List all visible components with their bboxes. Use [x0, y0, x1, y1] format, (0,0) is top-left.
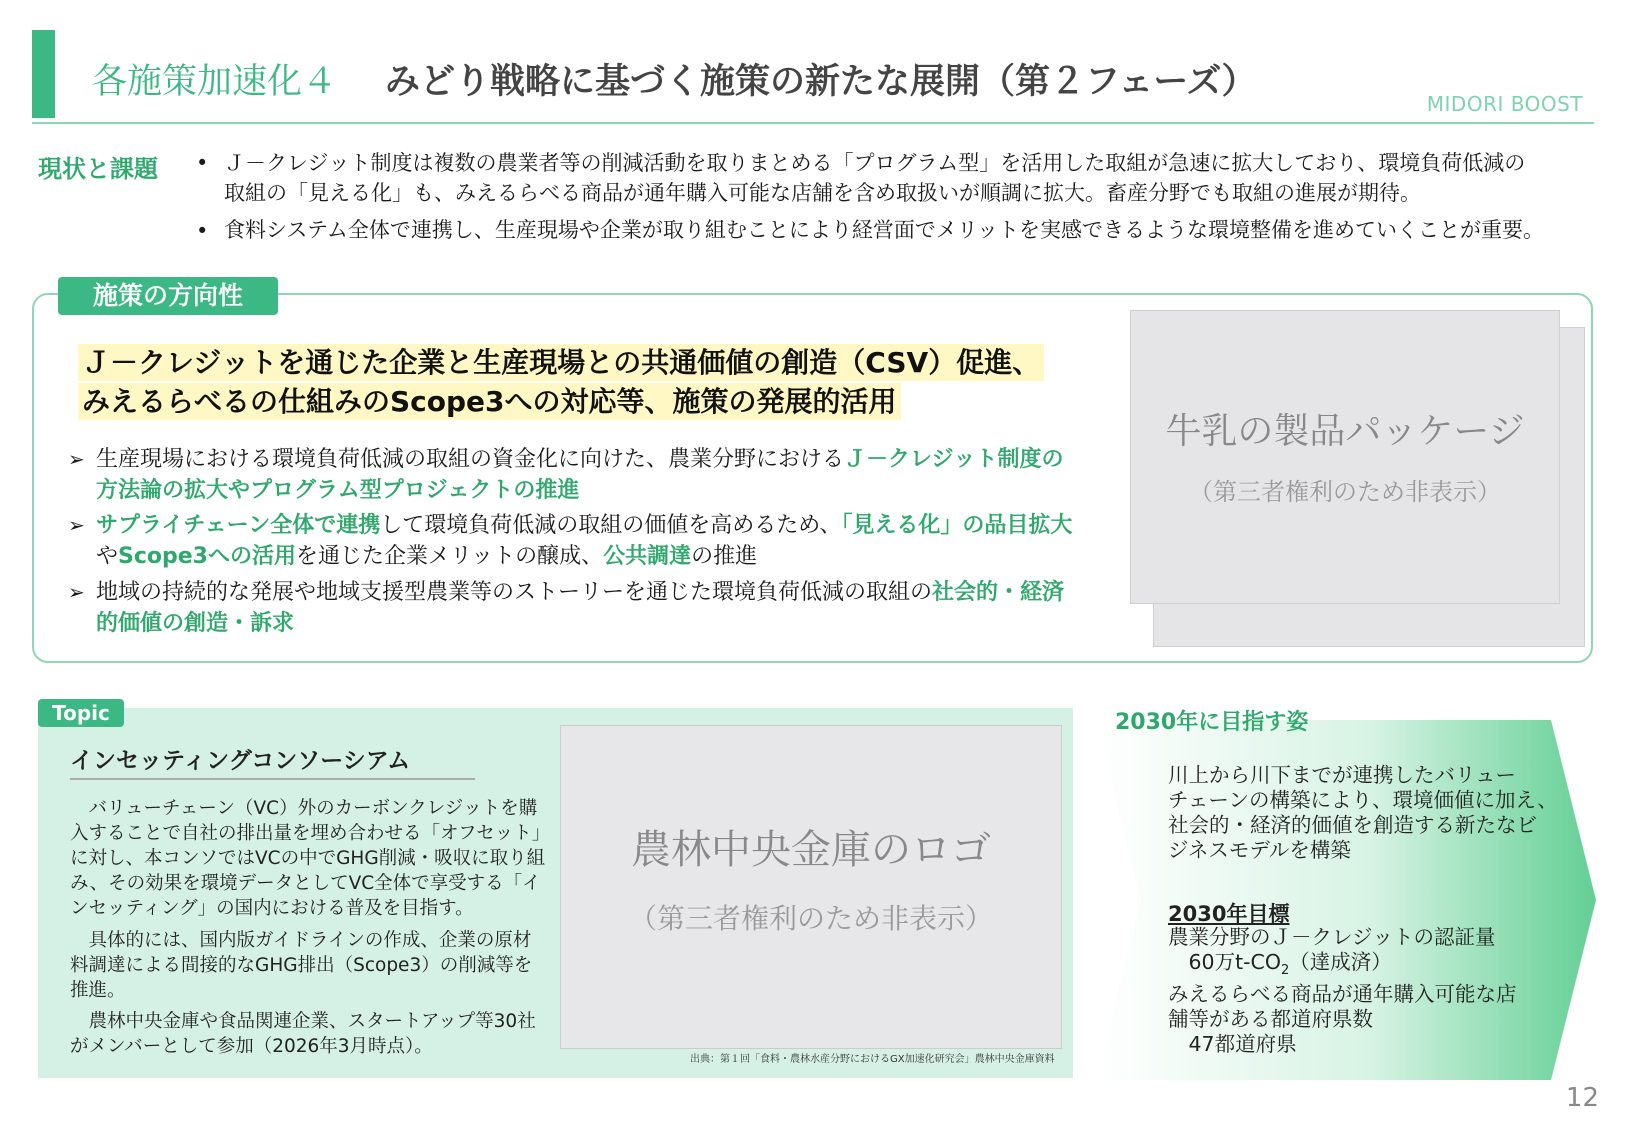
status-label: 現状と課題 — [38, 155, 158, 183]
topic-divider — [70, 778, 475, 780]
direction-tab: 施策の方向性 — [58, 277, 278, 315]
goal-line-4: ジネスモデルを構築 — [1168, 838, 1351, 862]
target-line-5: 47都道府県 — [1168, 1032, 1297, 1056]
topic-paragraph-2: 具体的には、国内版ガイドラインの作成、企業の原材料調達による間接的なGHG排出（Scope3）の削減等を推進。 — [70, 930, 533, 1001]
target-line-2: 60万$t-CO_2$（達成済） — [1168, 950, 1392, 979]
target-line-3: みえるらべる商品が通年購入可能な店 — [1168, 982, 1517, 1006]
direction-item-2: ➢ サプライチェーン全体で連携して環境負荷低減の取組の価値を高めるため、「見える化」の品目拡大 やScope3への活用を通じた企業メリットの醸成、公共調達の推進 — [68, 510, 1146, 572]
bullet-dot: • — [196, 151, 209, 175]
direction-headline-2: みえるらべるの仕組みのScope3への対応等、施策の発展的活用 — [78, 380, 901, 420]
goal-title: 2030年に目指す姿 — [1115, 710, 1309, 735]
placeholder-title: 牛乳の製品パッケージ — [1165, 411, 1525, 452]
status-bullet-2: 食料システム全体で連携し、生産現場や企業が取り組むことにより経営面でメリットを実感できるような環境整備を進めていくことが重要。 — [224, 218, 1545, 242]
source-note: 出典：第１回「食料・農林水産分野におけるGX加速化研究会」農林中央金庫資料 — [690, 1054, 1055, 1065]
logo-placeholder-title: 農林中央金庫のロゴ — [631, 827, 991, 873]
placeholder-note: （第三者権利のため非表示） — [1189, 478, 1501, 506]
status-bullet-1-line-2: 取組の「見える化」も、みえるらべる商品が通年購入可能な店舗を含め取扱いが順調に拡大。畜産分野でも取組の進展が期待。 — [224, 181, 1421, 205]
page-title: みどり戦略に基づく施策の新たな展開（第２フェーズ） — [385, 62, 1257, 102]
goal-line-3: 社会的・経済的価値を創造する新たなビ — [1168, 813, 1537, 837]
page-number: 12 — [1565, 1083, 1599, 1113]
arrow-bullet-icon: ➢ — [68, 580, 85, 604]
target-title: 2030年目標 — [1168, 902, 1290, 926]
arrow-bullet-icon: ➢ — [68, 447, 85, 471]
goal-line-2: チェーンの構築により、環境価値に加え、 — [1168, 788, 1558, 812]
topic-tab: Topic — [38, 699, 124, 727]
topic-paragraph-1: バリューチェーン（VC）外のカーボンクレジットを購入することで自社の排出量を埋め合わせる「オフセット」に対し、本コンソではVCの中でGHG削減・吸収に取り組み、その効果を環境データとしてVC全体で享受する「インセッティング」の国内における普及を目指す。 — [70, 798, 546, 919]
target-line-1: 農業分野のＪ－クレジットの認証量 — [1168, 925, 1496, 949]
target-line-4: 舗等がある都道府県数 — [1168, 1007, 1373, 1031]
direction-item-3: ➢ 地域の持続的な発展や地域支援型農業等のストーリーを通じた環境負荷低減の取組の社会的・経済 的価値の創造・訴求 — [68, 577, 1146, 639]
page-subtitle: 各施策加速化４ — [92, 62, 338, 102]
logo-placeholder-note: （第三者権利のため非表示） — [628, 902, 993, 935]
topic-title: インセッティングコンソーシアム — [70, 748, 411, 774]
milk-package-placeholder — [1130, 310, 1560, 604]
bullet-dot: • — [196, 219, 209, 243]
topic-paragraph-3: 農林中央金庫や食品関連企業、スタートアップ等30社がメンバーとして参加（2026年3月時点）。 — [70, 1011, 536, 1057]
brand-label: MIDORI BOOST — [1426, 92, 1583, 116]
title-accent-bar — [32, 30, 55, 118]
arrow-bullet-icon: ➢ — [68, 513, 85, 537]
header-divider — [32, 122, 1594, 124]
direction-item-1: ➢ 生産現場における環境負荷低減の取組の資金化に向けた、農業分野におけるＪ－クレジット制度の 方法論の拡大やプログラム型プロジェクトの推進 — [68, 444, 1146, 506]
status-bullet-1-line-1: Ｊ－クレジット制度は複数の農業者等の削減活動を取りまとめる「プログラム型」を活用した取組が急速に拡大しており、環境負荷低減の — [224, 151, 1526, 175]
direction-headline-1: Ｊ－クレジットを通じた企業と生産現場との共通価値の創造（CSV）促進、 — [78, 341, 1044, 381]
goal-line-1: 川上から川下までが連携したバリュー — [1168, 763, 1516, 787]
bank-logo-placeholder — [560, 725, 1062, 1049]
